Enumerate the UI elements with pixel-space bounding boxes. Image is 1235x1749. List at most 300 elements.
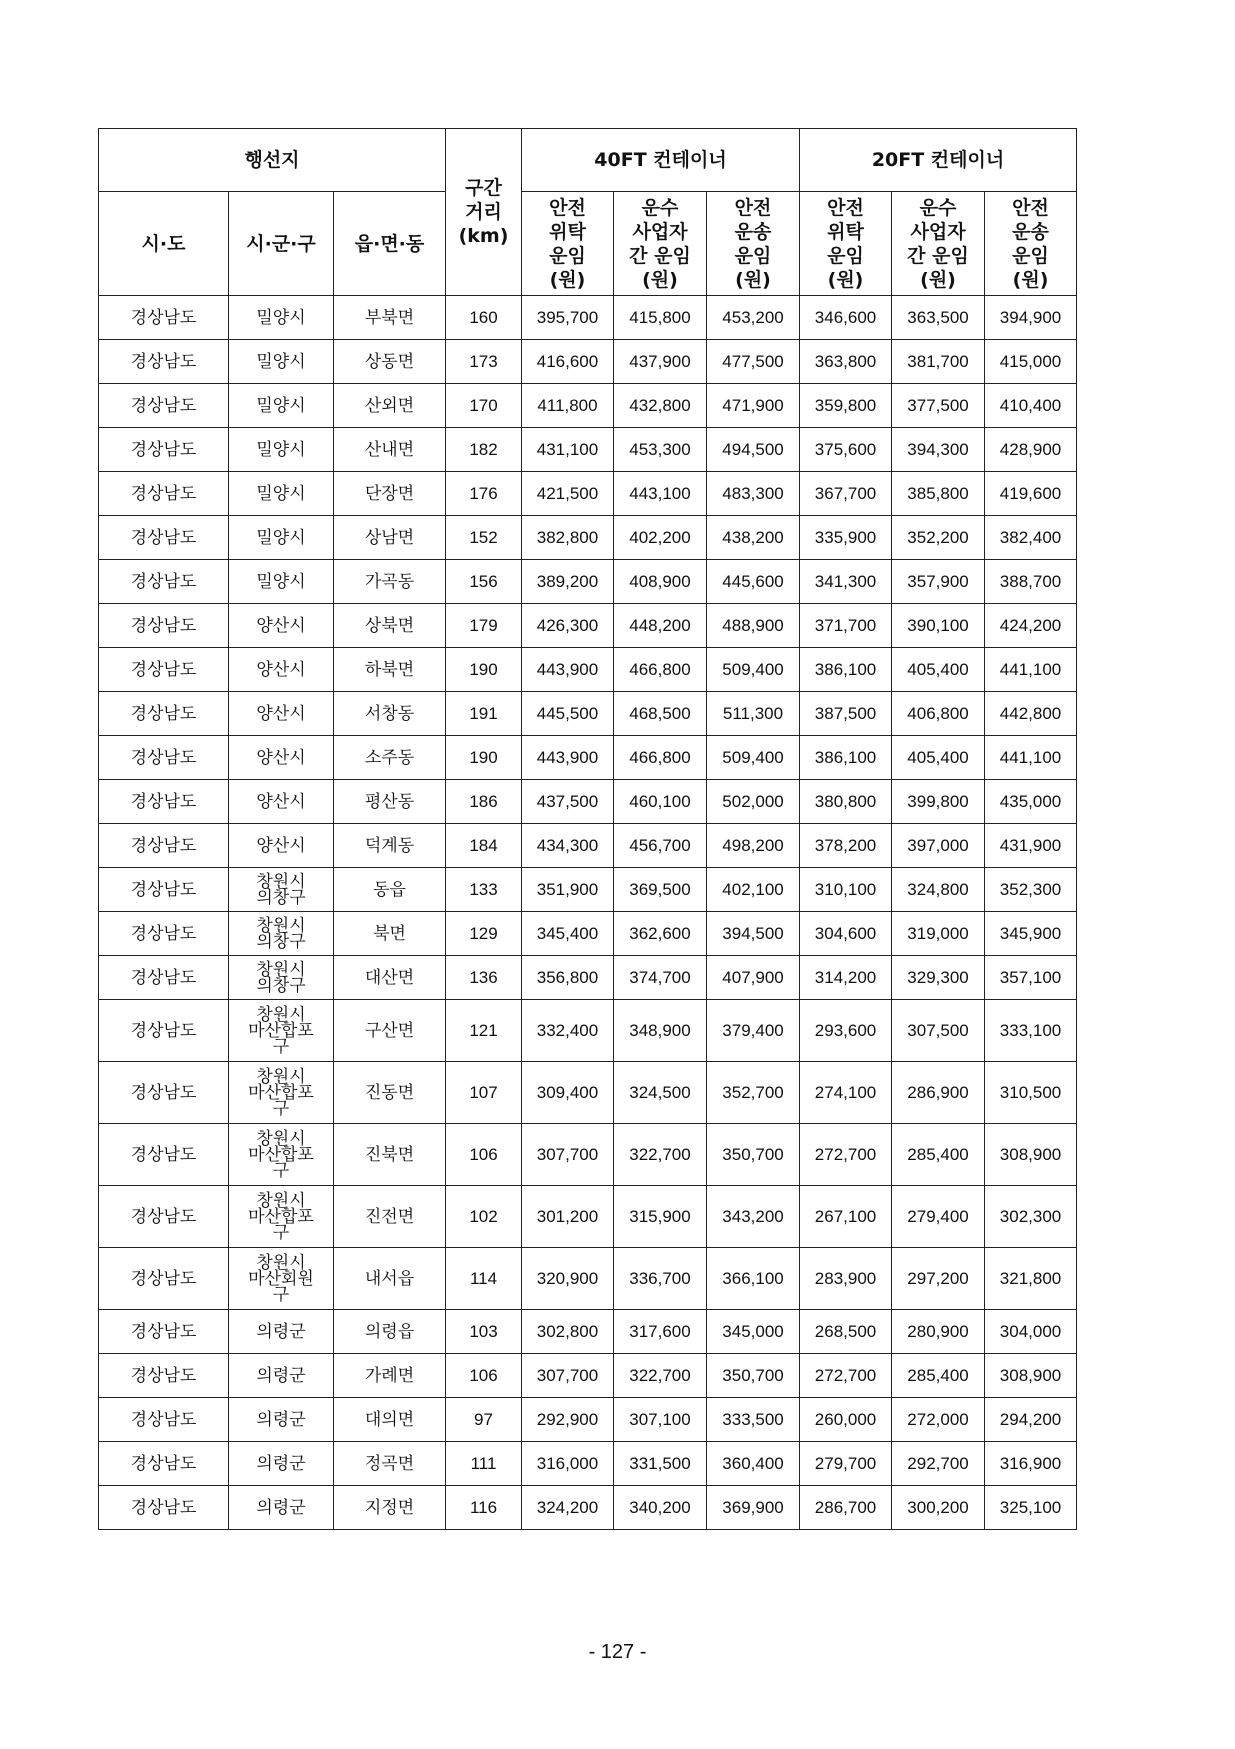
sigungu-cell: 창원시 마산합포 구 — [229, 1062, 334, 1124]
table-row — [99, 648, 1077, 692]
40ft-safe-consign-rate-cell: 332,400 — [522, 1000, 614, 1062]
dong-cell: 소주동 — [334, 736, 446, 780]
20ft-safe-transport-rate-cell: 431,900 — [985, 824, 1077, 868]
table-header — [99, 129, 1077, 296]
40ft-safe-transport-rate-cell: 366,100 — [707, 1248, 800, 1310]
table-row — [99, 384, 1077, 428]
20ft-safe-consign-rate-header: 안전 위탁 운임 (원) — [800, 192, 892, 296]
20ft-safe-consign-rate-cell: 341,300 — [800, 560, 892, 604]
table-row — [99, 692, 1077, 736]
sigungu-cell: 양산시 — [229, 736, 334, 780]
40ft-safe-transport-rate-cell: 438,200 — [707, 516, 800, 560]
20ft-safe-transport-rate-cell: 441,100 — [985, 736, 1077, 780]
20ft-carrier-rate-cell: 285,400 — [892, 1354, 985, 1398]
40ft-carrier-rate-cell: 315,900 — [614, 1186, 707, 1248]
distance-cell: 114 — [446, 1248, 522, 1310]
dong-cell: 의령읍 — [334, 1310, 446, 1354]
40ft-carrier-rate-cell: 448,200 — [614, 604, 707, 648]
40ft-safe-transport-rate-cell: 509,400 — [707, 648, 800, 692]
40ft-safe-consign-rate-cell: 356,800 — [522, 956, 614, 1000]
sigungu-cell: 밀양시 — [229, 296, 334, 340]
40ft-carrier-rate-cell: 374,700 — [614, 956, 707, 1000]
sigungu-cell: 양산시 — [229, 648, 334, 692]
40ft-carrier-rate-cell: 468,500 — [614, 692, 707, 736]
distance-cell: 107 — [446, 1062, 522, 1124]
20ft-safe-transport-rate-header: 안전 운송 운임 (원) — [985, 192, 1077, 296]
eupmyeondong-header: 읍·면·동 — [334, 192, 446, 296]
sigungu-cell: 창원시 의창구 — [229, 868, 334, 912]
40ft-carrier-rate-cell: 466,800 — [614, 736, 707, 780]
40ft-safe-consign-rate-cell: 307,700 — [522, 1354, 614, 1398]
40ft-safe-transport-rate-cell: 343,200 — [707, 1186, 800, 1248]
sido-cell: 경상남도 — [99, 956, 229, 1000]
20ft-carrier-rate-cell: 279,400 — [892, 1186, 985, 1248]
table-row — [99, 560, 1077, 604]
table-row — [99, 516, 1077, 560]
distance-cell: 129 — [446, 912, 522, 956]
20ft-safe-transport-rate-cell: 388,700 — [985, 560, 1077, 604]
table-row — [99, 736, 1077, 780]
sido-cell: 경상남도 — [99, 340, 229, 384]
dong-cell: 상남면 — [334, 516, 446, 560]
40ft-safe-transport-rate-cell: 333,500 — [707, 1398, 800, 1442]
40ft-safe-consign-rate-cell: 382,800 — [522, 516, 614, 560]
40ft-safe-transport-rate-cell: 350,700 — [707, 1124, 800, 1186]
20ft-carrier-rate-cell: 381,700 — [892, 340, 985, 384]
20ft-safe-consign-rate-cell: 268,500 — [800, 1310, 892, 1354]
dong-cell: 진전면 — [334, 1186, 446, 1248]
dong-cell: 단장면 — [334, 472, 446, 516]
40ft-safe-consign-rate-cell: 309,400 — [522, 1062, 614, 1124]
sigungu-cell: 창원시 마산합포 구 — [229, 1124, 334, 1186]
20ft-safe-consign-rate-cell: 293,600 — [800, 1000, 892, 1062]
40ft-safe-transport-rate-cell: 369,900 — [707, 1486, 800, 1530]
20ft-safe-transport-rate-cell: 310,500 — [985, 1062, 1077, 1124]
20ft-safe-transport-rate-cell: 352,300 — [985, 868, 1077, 912]
table-body — [99, 296, 1077, 1530]
sigungu-cell: 창원시 의창구 — [229, 956, 334, 1000]
40ft-safe-transport-rate-cell: 352,700 — [707, 1062, 800, 1124]
distance-cell: 106 — [446, 1354, 522, 1398]
20ft-safe-transport-rate-cell: 415,000 — [985, 340, 1077, 384]
40ft-safe-transport-rate-cell: 360,400 — [707, 1442, 800, 1486]
dong-cell: 평산동 — [334, 780, 446, 824]
20ft-safe-consign-rate-cell: 283,900 — [800, 1248, 892, 1310]
destination-header: 행선지 — [99, 129, 446, 192]
sido-cell: 경상남도 — [99, 1442, 229, 1486]
20ft-safe-transport-rate-cell: 321,800 — [985, 1248, 1077, 1310]
dong-cell: 진북면 — [334, 1124, 446, 1186]
20ft-safe-transport-rate-cell: 357,100 — [985, 956, 1077, 1000]
20ft-safe-consign-rate-cell: 304,600 — [800, 912, 892, 956]
40ft-carrier-rate-cell: 466,800 — [614, 648, 707, 692]
20ft-safe-consign-rate-cell: 386,100 — [800, 736, 892, 780]
table-row — [99, 868, 1077, 912]
40ft-carrier-rate-cell: 415,800 — [614, 296, 707, 340]
40ft-safe-consign-rate-cell: 437,500 — [522, 780, 614, 824]
table-row — [99, 956, 1077, 1000]
40ft-safe-consign-rate-cell: 351,900 — [522, 868, 614, 912]
sigungu-header: 시·군·구 — [229, 192, 334, 296]
dong-cell: 대의면 — [334, 1398, 446, 1442]
sido-cell: 경상남도 — [99, 1398, 229, 1442]
sido-cell: 경상남도 — [99, 604, 229, 648]
sigungu-cell: 양산시 — [229, 780, 334, 824]
20ft-safe-transport-rate-cell: 325,100 — [985, 1486, 1077, 1530]
20ft-safe-transport-rate-cell: 333,100 — [985, 1000, 1077, 1062]
40ft-carrier-rate-cell: 369,500 — [614, 868, 707, 912]
sigungu-cell: 창원시 마산회원 구 — [229, 1248, 334, 1310]
20ft-safe-transport-rate-cell: 302,300 — [985, 1186, 1077, 1248]
40ft-safe-consign-rate-cell: 443,900 — [522, 648, 614, 692]
sido-cell: 경상남도 — [99, 692, 229, 736]
sido-cell: 경상남도 — [99, 1124, 229, 1186]
table-row — [99, 1186, 1077, 1248]
sido-cell: 경상남도 — [99, 1354, 229, 1398]
sido-cell: 경상남도 — [99, 736, 229, 780]
40ft-safe-transport-rate-cell: 483,300 — [707, 472, 800, 516]
40ft-safe-consign-rate-cell: 301,200 — [522, 1186, 614, 1248]
dong-cell: 구산면 — [334, 1000, 446, 1062]
20ft-carrier-rate-cell: 352,200 — [892, 516, 985, 560]
20ft-safe-consign-rate-cell: 272,700 — [800, 1124, 892, 1186]
dong-cell: 대산면 — [334, 956, 446, 1000]
40ft-carrier-rate-cell: 402,200 — [614, 516, 707, 560]
distance-cell: 170 — [446, 384, 522, 428]
distance-cell: 173 — [446, 340, 522, 384]
40ft-carrier-rate-cell: 453,300 — [614, 428, 707, 472]
sigungu-cell: 의령군 — [229, 1398, 334, 1442]
40ft-safe-consign-rate-cell: 434,300 — [522, 824, 614, 868]
20ft-safe-transport-rate-cell: 419,600 — [985, 472, 1077, 516]
40ft-carrier-rate-cell: 331,500 — [614, 1442, 707, 1486]
table-row — [99, 1248, 1077, 1310]
distance-cell: 97 — [446, 1398, 522, 1442]
sido-cell: 경상남도 — [99, 1248, 229, 1310]
distance-cell: 176 — [446, 472, 522, 516]
distance-cell: 191 — [446, 692, 522, 736]
dong-cell: 가곡동 — [334, 560, 446, 604]
container-40ft-header: 40FT 컨테이너 — [522, 129, 800, 192]
40ft-safe-transport-rate-cell: 494,500 — [707, 428, 800, 472]
20ft-safe-consign-rate-cell: 363,800 — [800, 340, 892, 384]
40ft-safe-consign-rate-cell: 421,500 — [522, 472, 614, 516]
20ft-safe-consign-rate-cell: 386,100 — [800, 648, 892, 692]
sigungu-cell: 밀양시 — [229, 472, 334, 516]
sido-cell: 경상남도 — [99, 1000, 229, 1062]
20ft-safe-transport-rate-cell: 308,900 — [985, 1124, 1077, 1186]
40ft-safe-transport-rate-cell: 511,300 — [707, 692, 800, 736]
sigungu-cell: 창원시 의창구 — [229, 912, 334, 956]
distance-cell: 152 — [446, 516, 522, 560]
dong-cell: 진동면 — [334, 1062, 446, 1124]
40ft-carrier-rate-cell: 324,500 — [614, 1062, 707, 1124]
distance-cell: 190 — [446, 736, 522, 780]
40ft-carrier-rate-cell: 336,700 — [614, 1248, 707, 1310]
20ft-safe-transport-rate-cell: 345,900 — [985, 912, 1077, 956]
20ft-carrier-rate-cell: 390,100 — [892, 604, 985, 648]
distance-cell: 103 — [446, 1310, 522, 1354]
sido-cell: 경상남도 — [99, 780, 229, 824]
sido-cell: 경상남도 — [99, 824, 229, 868]
table-row — [99, 1442, 1077, 1486]
40ft-safe-consign-rate-cell: 426,300 — [522, 604, 614, 648]
40ft-safe-consign-rate-cell: 302,800 — [522, 1310, 614, 1354]
40ft-safe-transport-rate-cell: 488,900 — [707, 604, 800, 648]
40ft-safe-transport-rate-cell: 394,500 — [707, 912, 800, 956]
40ft-carrier-rate-header: 운수 사업자 간 운임 (원) — [614, 192, 707, 296]
20ft-safe-transport-rate-cell: 428,900 — [985, 428, 1077, 472]
table-row — [99, 1062, 1077, 1124]
table-row — [99, 1124, 1077, 1186]
20ft-safe-consign-rate-cell: 359,800 — [800, 384, 892, 428]
dong-cell: 상동면 — [334, 340, 446, 384]
20ft-carrier-rate-cell: 363,500 — [892, 296, 985, 340]
20ft-safe-consign-rate-cell: 286,700 — [800, 1486, 892, 1530]
table-row — [99, 296, 1077, 340]
40ft-safe-consign-rate-cell: 324,200 — [522, 1486, 614, 1530]
40ft-carrier-rate-cell: 362,600 — [614, 912, 707, 956]
table-row — [99, 1310, 1077, 1354]
table-row — [99, 1000, 1077, 1062]
distance-cell: 179 — [446, 604, 522, 648]
40ft-safe-consign-rate-cell: 345,400 — [522, 912, 614, 956]
container-20ft-header: 20FT 컨테이너 — [800, 129, 1077, 192]
table-row — [99, 1354, 1077, 1398]
sido-cell: 경상남도 — [99, 1186, 229, 1248]
20ft-carrier-rate-cell: 405,400 — [892, 648, 985, 692]
distance-cell: 102 — [446, 1186, 522, 1248]
dong-cell: 부북면 — [334, 296, 446, 340]
20ft-safe-consign-rate-cell: 371,700 — [800, 604, 892, 648]
dong-cell: 동읍 — [334, 868, 446, 912]
40ft-safe-transport-rate-header: 안전 운송 운임 (원) — [707, 192, 800, 296]
20ft-carrier-rate-cell: 280,900 — [892, 1310, 985, 1354]
40ft-carrier-rate-cell: 322,700 — [614, 1354, 707, 1398]
table-row — [99, 604, 1077, 648]
distance-cell: 106 — [446, 1124, 522, 1186]
20ft-carrier-rate-cell: 406,800 — [892, 692, 985, 736]
40ft-carrier-rate-cell: 443,100 — [614, 472, 707, 516]
20ft-safe-consign-rate-cell: 387,500 — [800, 692, 892, 736]
20ft-safe-consign-rate-cell: 375,600 — [800, 428, 892, 472]
40ft-safe-consign-rate-cell: 316,000 — [522, 1442, 614, 1486]
sido-cell: 경상남도 — [99, 560, 229, 604]
40ft-safe-consign-rate-cell: 443,900 — [522, 736, 614, 780]
20ft-carrier-rate-cell: 399,800 — [892, 780, 985, 824]
dong-cell: 정곡면 — [334, 1442, 446, 1486]
distance-cell: 156 — [446, 560, 522, 604]
40ft-carrier-rate-cell: 322,700 — [614, 1124, 707, 1186]
20ft-carrier-rate-cell: 300,200 — [892, 1486, 985, 1530]
40ft-carrier-rate-cell: 317,600 — [614, 1310, 707, 1354]
40ft-carrier-rate-cell: 456,700 — [614, 824, 707, 868]
sido-cell: 경상남도 — [99, 516, 229, 560]
40ft-safe-consign-rate-cell: 320,900 — [522, 1248, 614, 1310]
20ft-safe-consign-rate-cell: 274,100 — [800, 1062, 892, 1124]
40ft-carrier-rate-cell: 460,100 — [614, 780, 707, 824]
20ft-safe-consign-rate-cell: 314,200 — [800, 956, 892, 1000]
dong-cell: 산외면 — [334, 384, 446, 428]
sigungu-cell: 밀양시 — [229, 516, 334, 560]
20ft-safe-transport-rate-cell: 308,900 — [985, 1354, 1077, 1398]
sido-cell: 경상남도 — [99, 1062, 229, 1124]
page-number: - 127 - — [588, 1641, 647, 1663]
20ft-carrier-rate-cell: 377,500 — [892, 384, 985, 428]
20ft-carrier-rate-cell: 329,300 — [892, 956, 985, 1000]
40ft-safe-transport-rate-cell: 477,500 — [707, 340, 800, 384]
distance-cell: 111 — [446, 1442, 522, 1486]
distance-header: 구간 거리 (km) — [446, 129, 522, 296]
20ft-safe-consign-rate-cell: 335,900 — [800, 516, 892, 560]
distance-cell: 184 — [446, 824, 522, 868]
40ft-safe-transport-rate-cell: 453,200 — [707, 296, 800, 340]
20ft-carrier-rate-cell: 297,200 — [892, 1248, 985, 1310]
distance-cell: 190 — [446, 648, 522, 692]
40ft-safe-consign-rate-cell: 389,200 — [522, 560, 614, 604]
sigungu-cell: 의령군 — [229, 1486, 334, 1530]
40ft-safe-consign-rate-cell: 431,100 — [522, 428, 614, 472]
table-row — [99, 912, 1077, 956]
20ft-safe-consign-rate-cell: 380,800 — [800, 780, 892, 824]
dong-cell: 상북면 — [334, 604, 446, 648]
40ft-safe-transport-rate-cell: 471,900 — [707, 384, 800, 428]
20ft-safe-transport-rate-cell: 394,900 — [985, 296, 1077, 340]
40ft-safe-consign-rate-header: 안전 위탁 운임 (원) — [522, 192, 614, 296]
freight-rate-table — [98, 128, 1077, 1530]
20ft-safe-consign-rate-cell: 279,700 — [800, 1442, 892, 1486]
20ft-safe-consign-rate-cell: 346,600 — [800, 296, 892, 340]
dong-cell: 가례면 — [334, 1354, 446, 1398]
sigungu-cell: 의령군 — [229, 1310, 334, 1354]
sido-cell: 경상남도 — [99, 296, 229, 340]
40ft-safe-transport-rate-cell: 502,000 — [707, 780, 800, 824]
sigungu-cell: 밀양시 — [229, 428, 334, 472]
dong-cell: 서창동 — [334, 692, 446, 736]
sido-cell: 경상남도 — [99, 648, 229, 692]
sido-cell: 경상남도 — [99, 1310, 229, 1354]
distance-cell: 136 — [446, 956, 522, 1000]
dong-cell: 내서읍 — [334, 1248, 446, 1310]
20ft-carrier-rate-cell: 319,000 — [892, 912, 985, 956]
40ft-carrier-rate-cell: 437,900 — [614, 340, 707, 384]
20ft-safe-consign-rate-cell: 267,100 — [800, 1186, 892, 1248]
20ft-safe-transport-rate-cell: 442,800 — [985, 692, 1077, 736]
20ft-carrier-rate-cell: 357,900 — [892, 560, 985, 604]
sido-header: 시·도 — [99, 192, 229, 296]
table-row — [99, 340, 1077, 384]
20ft-safe-transport-rate-cell: 441,100 — [985, 648, 1077, 692]
40ft-safe-transport-rate-cell: 350,700 — [707, 1354, 800, 1398]
20ft-safe-transport-rate-cell: 435,000 — [985, 780, 1077, 824]
20ft-carrier-rate-cell: 272,000 — [892, 1398, 985, 1442]
40ft-safe-transport-rate-cell: 407,900 — [707, 956, 800, 1000]
20ft-carrier-rate-cell: 405,400 — [892, 736, 985, 780]
40ft-carrier-rate-cell: 307,100 — [614, 1398, 707, 1442]
sigungu-cell: 양산시 — [229, 692, 334, 736]
sigungu-cell: 밀양시 — [229, 340, 334, 384]
dong-cell: 지정면 — [334, 1486, 446, 1530]
sigungu-cell: 양산시 — [229, 824, 334, 868]
40ft-safe-transport-rate-cell: 402,100 — [707, 868, 800, 912]
sigungu-cell: 의령군 — [229, 1442, 334, 1486]
sigungu-cell: 양산시 — [229, 604, 334, 648]
sido-cell: 경상남도 — [99, 868, 229, 912]
table-row — [99, 428, 1077, 472]
20ft-carrier-rate-cell: 307,500 — [892, 1000, 985, 1062]
sido-cell: 경상남도 — [99, 384, 229, 428]
sido-cell: 경상남도 — [99, 428, 229, 472]
table-row — [99, 780, 1077, 824]
sigungu-cell: 의령군 — [229, 1354, 334, 1398]
40ft-carrier-rate-cell: 408,900 — [614, 560, 707, 604]
40ft-safe-consign-rate-cell: 395,700 — [522, 296, 614, 340]
dong-cell: 북면 — [334, 912, 446, 956]
sido-cell: 경상남도 — [99, 1486, 229, 1530]
20ft-carrier-rate-cell: 394,300 — [892, 428, 985, 472]
40ft-safe-transport-rate-cell: 345,000 — [707, 1310, 800, 1354]
40ft-safe-consign-rate-cell: 307,700 — [522, 1124, 614, 1186]
table-row — [99, 1398, 1077, 1442]
20ft-carrier-rate-cell: 397,000 — [892, 824, 985, 868]
20ft-safe-transport-rate-cell: 410,400 — [985, 384, 1077, 428]
20ft-safe-consign-rate-cell: 260,000 — [800, 1398, 892, 1442]
distance-cell: 133 — [446, 868, 522, 912]
20ft-safe-transport-rate-cell: 424,200 — [985, 604, 1077, 648]
20ft-carrier-rate-cell: 385,800 — [892, 472, 985, 516]
sigungu-cell: 밀양시 — [229, 384, 334, 428]
sigungu-cell: 밀양시 — [229, 560, 334, 604]
40ft-safe-consign-rate-cell: 292,900 — [522, 1398, 614, 1442]
40ft-safe-transport-rate-cell: 379,400 — [707, 1000, 800, 1062]
40ft-safe-consign-rate-cell: 445,500 — [522, 692, 614, 736]
sigungu-cell: 창원시 마산합포 구 — [229, 1186, 334, 1248]
40ft-safe-transport-rate-cell: 509,400 — [707, 736, 800, 780]
distance-cell: 182 — [446, 428, 522, 472]
40ft-safe-consign-rate-cell: 411,800 — [522, 384, 614, 428]
20ft-safe-consign-rate-cell: 272,700 — [800, 1354, 892, 1398]
40ft-safe-transport-rate-cell: 445,600 — [707, 560, 800, 604]
20ft-safe-transport-rate-cell: 316,900 — [985, 1442, 1077, 1486]
sido-cell: 경상남도 — [99, 472, 229, 516]
sido-cell: 경상남도 — [99, 912, 229, 956]
distance-cell: 186 — [446, 780, 522, 824]
40ft-carrier-rate-cell: 348,900 — [614, 1000, 707, 1062]
40ft-safe-consign-rate-cell: 416,600 — [522, 340, 614, 384]
20ft-safe-consign-rate-cell: 310,100 — [800, 868, 892, 912]
20ft-safe-consign-rate-cell: 367,700 — [800, 472, 892, 516]
20ft-carrier-rate-cell: 285,400 — [892, 1124, 985, 1186]
distance-cell: 160 — [446, 296, 522, 340]
distance-cell: 116 — [446, 1486, 522, 1530]
dong-cell: 하북면 — [334, 648, 446, 692]
20ft-carrier-rate-cell: 292,700 — [892, 1442, 985, 1486]
20ft-safe-transport-rate-cell: 294,200 — [985, 1398, 1077, 1442]
table-row — [99, 472, 1077, 516]
20ft-carrier-rate-cell: 286,900 — [892, 1062, 985, 1124]
20ft-carrier-rate-cell: 324,800 — [892, 868, 985, 912]
40ft-carrier-rate-cell: 340,200 — [614, 1486, 707, 1530]
table-row — [99, 1486, 1077, 1530]
20ft-carrier-rate-header: 운수 사업자 간 운임 (원) — [892, 192, 985, 296]
20ft-safe-transport-rate-cell: 304,000 — [985, 1310, 1077, 1354]
20ft-safe-transport-rate-cell: 382,400 — [985, 516, 1077, 560]
40ft-carrier-rate-cell: 432,800 — [614, 384, 707, 428]
sigungu-cell: 창원시 마산합포 구 — [229, 1000, 334, 1062]
table-row — [99, 824, 1077, 868]
dong-cell: 산내면 — [334, 428, 446, 472]
dong-cell: 덕계동 — [334, 824, 446, 868]
